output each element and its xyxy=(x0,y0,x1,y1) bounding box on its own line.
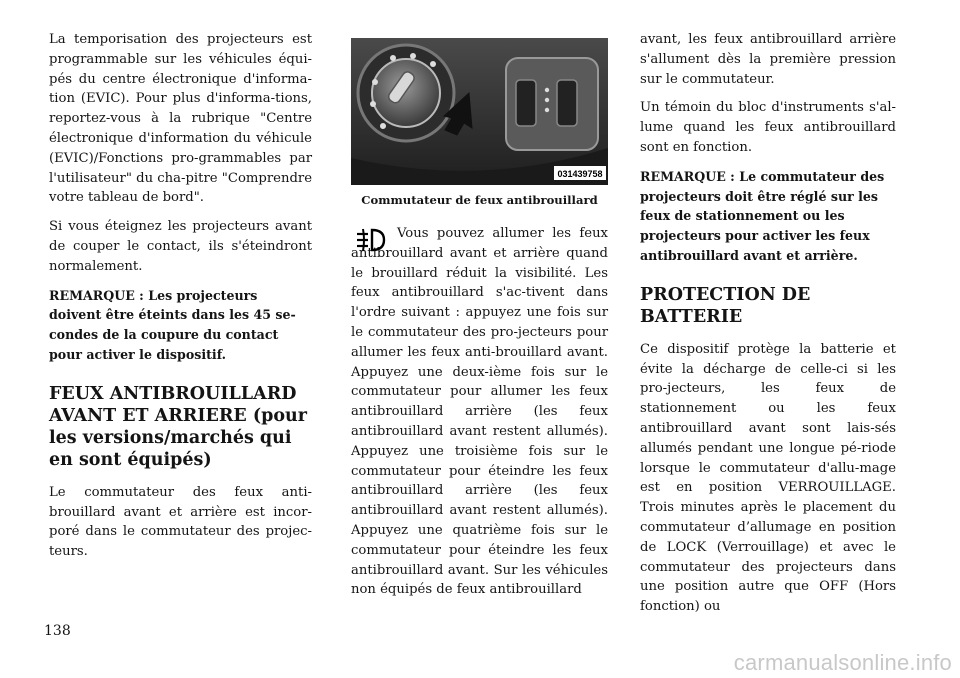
heading-battery-protection: PROTECTION DE BATTERIE xyxy=(640,284,811,327)
paragraph-battery: Ce dispositif protège la batterie et évite la décharge de celle-ci si les pro-jecteurs, les feux de stationnement ou les feux antibrouillard avant sont lais-sés allumés pendant une longue pé-riode lorsque le commutateur d'allu-mage est en position VERROUILLAGE. Trois minutes après le placement du commutateur d’allumage en position de LOCK (Verrouillage) et avec le commutateur des projecteurs dans une position autre que OFF (Hors fonction) ou xyxy=(640,341,896,615)
paragraph-fog-operation: Vous pouvez allumer les feux antibrouillard avant et arrière quand le brouillard réduit la visibilité. Les feux antibrouillard s'ac-tivent dans l'ordre suivant : appuyez une fois sur le commutateur des pro-jecteurs pour allumer les feux anti-brouillard avant. Appuyez une deux-ième fois sur le commutateur pour allumer les feux antibrouillard arrière (les feux antibrouillard avant restent allumés). Appuyez une troisième fois sur le commutateur pour éteindre les feux antibrouillard arrière (les feux antibrouillard avant restent allumés). Appuyez une quatrième fois sur le commutateur pour éteindre les feux antibrouillard avant. Sur les véhicules non équipés de feux antibrouillard xyxy=(351,226,608,598)
paragraph-indicator: Un témoin du bloc d'instruments s'al-lume quand les feux antibrouillard sont en fonction. xyxy=(640,100,896,155)
front-fog-lamp-icon xyxy=(354,226,388,254)
fog-switch-illustration xyxy=(351,38,608,185)
fog-switch-photo xyxy=(351,38,608,185)
figure-caption: Commutateur de feux antibrouillard xyxy=(361,193,598,207)
column-middle xyxy=(351,38,608,609)
paragraph-rear-fog: avant, les feux antibrouillard arrière s'allument dès la première pression sur le commutateur. xyxy=(640,32,896,87)
remark-fog: REMARQUE : Le commutateur des projecteurs doit être réglé sur les feux de stationnement ou les projecteurs pour activer les feux antibrouillard avant et arrière. xyxy=(640,168,885,263)
paragraph-headlamp-off: Si vous éteignez les projecteurs avant de couper le contact, ils s'éteindront normalement. xyxy=(49,219,312,274)
fog-paragraph-block xyxy=(351,224,608,600)
heading-fog-lights: FEUX ANTIBROUILLARD AVANT ET ARRIERE (pour les versions/marchés qui en sont équipés) xyxy=(49,383,307,470)
paragraph-headlamp-delay: La temporisation des projecteurs est programmable sur les véhicules équi-pés du centre électronique d'informa-tion (EVIC). Pour plus d'informa-tions, reportez-vous à la rubrique "Centre électronique d'information du véhicule (EVIC)/Fonctions pro-grammables par l'utilisateur" du cha-pitre "Comprendre votre tableau de bord". xyxy=(49,32,312,206)
column-left xyxy=(49,30,312,571)
paragraph-fog-switch: Le commutateur des feux anti-brouillard avant et arrière est incor-poré dans le commutateur des projec-teurs. xyxy=(49,484,312,560)
remark-headlamp: REMARQUE : Les projecteurs doivent être éteints dans les 45 se-condes de la coupure du contact pour activer le dispositif. xyxy=(49,287,296,362)
page-number: 138 xyxy=(44,623,71,639)
image-code: 031439758 xyxy=(557,169,603,179)
column-right xyxy=(640,30,896,626)
watermark: carmanualsonline.info xyxy=(733,650,952,675)
